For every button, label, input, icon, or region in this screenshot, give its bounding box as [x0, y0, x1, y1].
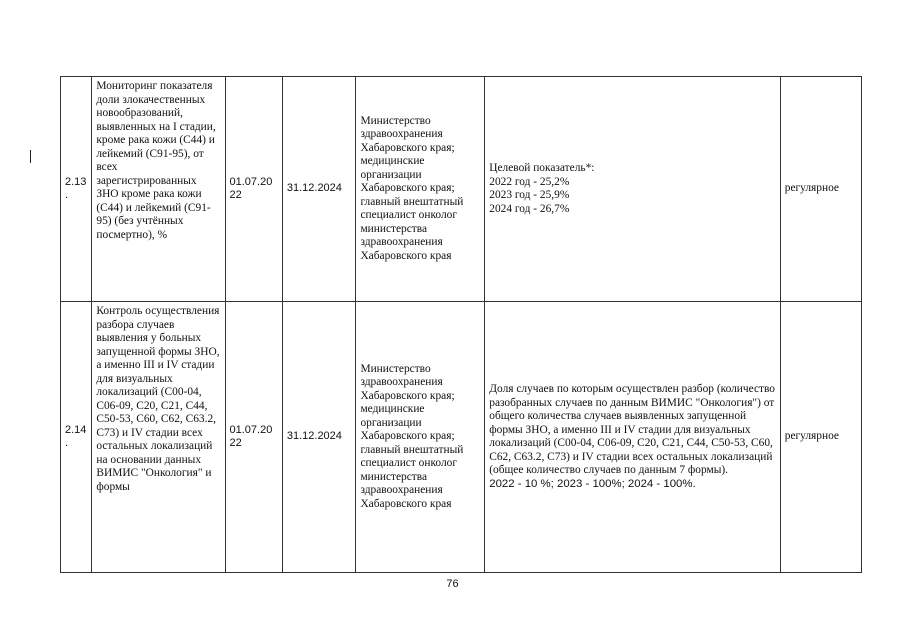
measure-type: регулярное: [780, 302, 861, 573]
measures-table: [60, 76, 862, 573]
result-line: 2023 год - 25,9%: [489, 189, 570, 201]
result-text: Доля случаев по которым осуществлен разбор (количество разобранных случаев по данным ВИМИС "Онкология") от общего количества случаев выявленных запущенной формы ЗНО, а именно III и IV стадии для визуальных локализаций (С00-04, С06-09, С20, С21, С44, С50-53, С60, С62, С63.2, С73) и IV стадии всех остальных локализаций (общее количество случаев по данным 7 формы).: [489, 383, 775, 476]
result-line: Целевой показатель*:: [489, 162, 595, 174]
measure-description: Контроль осуществления разбора случаев выявления у больных запущенной формы ЗНО, а именно III и IV стадии для визуальных локализаций (С00-04, С06-09, С20, С21, С44, С50-53, С60, С62, С63.2, С73) и IV стадии всех остальных локализаций на основании данных ВИМИС "Онкология" и формы: [92, 302, 225, 573]
result-values: 2022 - 10 %; 2023 - 100%; 2024 - 100%.: [489, 477, 696, 490]
expected-result: [485, 302, 781, 573]
measure-description: Мониторинг показателя доли злокачественных новообразований, выявленных на I стадии, кроме рака кожи (С44) и лейкемий (С91-95), от всех зарегистрированных ЗНО кроме рака кожи (С44) и лейкемий (С91-95) (без учтённых посмертно), %: [92, 77, 225, 302]
result-line: 2024 год - 26,7%: [489, 202, 570, 215]
result-line: 2022 год - 25,2%: [489, 175, 570, 188]
responsible-executors: Министерство здравоохранения Хабаровского края; медицинские организации Хабаровского края; главный внештатный специалист онколог министерства здравоохранения Хабаровского края: [356, 302, 485, 573]
text-cursor-mark: [30, 150, 31, 163]
measure-type: регулярное: [780, 77, 861, 302]
responsible-executors: Министерство здравоохранения Хабаровского края; медицинские организации Хабаровского края; главный внештатный специалист онколог министерства здравоохранения Хабаровского края: [356, 77, 485, 302]
row-number: 2.14.: [61, 302, 92, 573]
end-date: 31.12.2024: [282, 77, 356, 302]
expected-result: [485, 77, 781, 302]
start-date: 01.07.2022: [225, 302, 282, 573]
table-row: [61, 77, 862, 302]
start-date: 01.07.2022: [225, 77, 282, 302]
row-number: 2.13.: [61, 77, 92, 302]
end-date: 31.12.2024: [282, 302, 356, 573]
table-row: [61, 302, 862, 573]
page-number: 76: [446, 578, 459, 590]
